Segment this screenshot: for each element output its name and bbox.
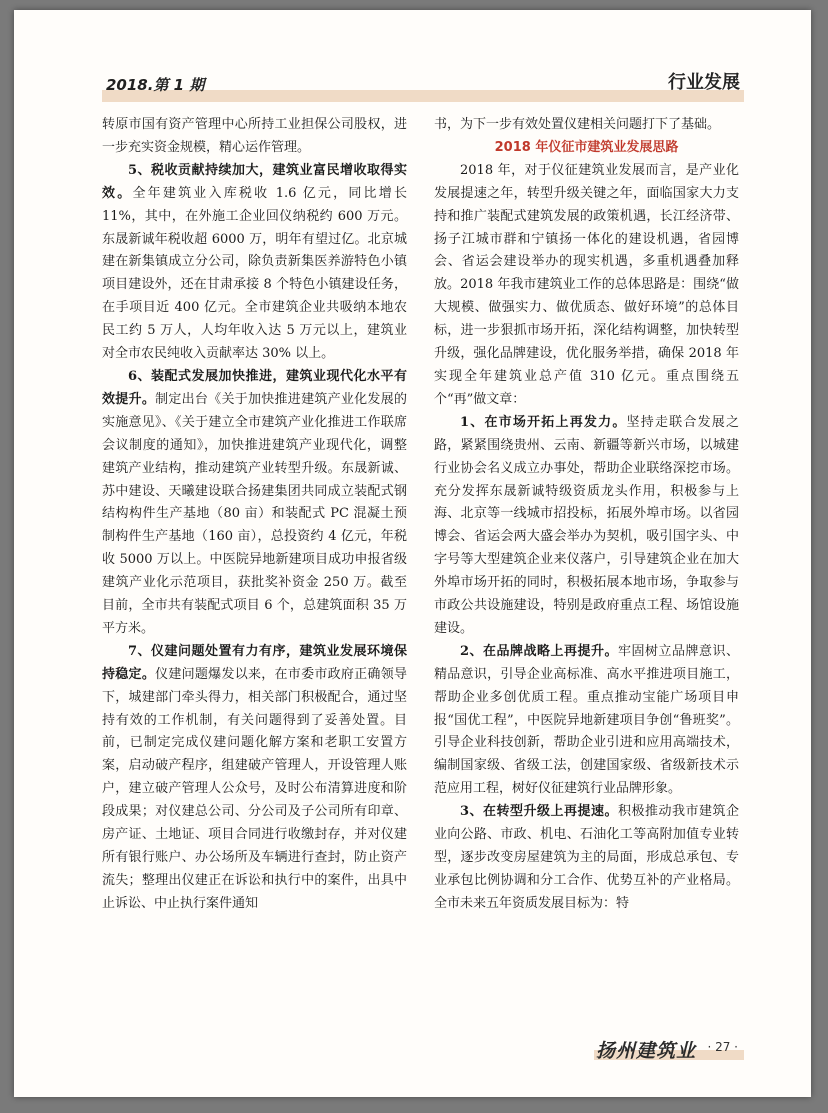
section-subheading: 2018 年仪征市建筑业发展思路	[494, 139, 679, 155]
paragraph: 6、装配式发展加快推进，建筑业现代化水平有效提升。制定出台《关于加快推进建筑产业化发展的实施意见》、《关于建立全市建筑产业化推进工作联席会议制度的通知》，加快推进建筑产业现代化，调整建筑产业结构，推动建筑产业转型升级。东晟新诚、苏中建设、天曦建设联合扬建集团共同成立装配式钢结构构件生产基地（80 亩）和装配式 PC 混凝土预制构件生产基地（160 亩），总投资约 4 亿元，年税收 5000 万以上。中医院异地新建项目成功申报省级建筑产业化示范项目，获批奖补资金 250 万。截至目前，全市共有装配式项目 6 个，总建筑面积 35 万平方米。	[102, 368, 407, 636]
left-column	[102, 114, 407, 916]
magazine-page	[14, 10, 811, 1097]
magazine-logo: 扬州建筑业	[595, 1040, 696, 1062]
paragraph: 1、在市场开拓上再发力。坚持走联合发展之路，紧紧围绕贵州、云南、新疆等新兴市场，以城建行业协会名义成立办事处，帮助企业联络深挖市场。充分发挥东晟新诚特级资质龙头作用，积极参与上海、北京等一线城市招投标，拓展外埠市场。以省园博会、省运会两大盛会举办为契机，吸引国字头、中字号等大型建筑企业来仪落户，引导建筑企业在加大外埠市场开拓的同时，积极拓展本地市场，争取参与市政公共设施建设，特别是政府重点工程、场馆设施建设。	[434, 414, 739, 636]
page-header	[102, 74, 744, 102]
issue-label: 2018.第 1 期	[106, 76, 205, 94]
section-title: 行业发展	[668, 72, 740, 93]
page-number: · 27 ·	[707, 1040, 738, 1054]
paragraph: 5、税收贡献持续加大，建筑业富民增收取得实效。全年建筑业入库税收 1.6 亿元，同比增长 11%，其中，在外施工企业回仪纳税约 600 万元。东晟新诚年税收超 6000 万，明年有望过亿。北京城建在新集镇成立分公司，除负责新集医养游特色小镇项目建设外，还在甘肃承接 8 个特色小镇建设任务，在手项目近 400 亿元。全市建筑企业共吸纳本地农民工约 5 万人，人均年收入达 5 万元以上，建筑业对全市农民纯收入贡献率达 30% 以上。	[102, 162, 407, 362]
page-footer	[102, 1038, 744, 1062]
paragraph: 2、在品牌战略上再提升。牢固树立品牌意识、精品意识，引导企业高标准、高水平推进项目施工，帮助企业多创优质工程。重点推动宝能广场项目申报“国优工程”，中医院异地新建项目争创“鲁班奖”。引导企业科技创新，帮助企业引进和应用高端技术，编制国家级、省级工法，创建国家级、省级新技术示范应用工程，树好仪征建筑行业品牌形象。	[434, 643, 739, 797]
paragraph: 2018 年，对于仪征建筑业发展而言，是产业化发展提速之年，转型升级关键之年，面临国家大力支持和推广装配式建筑发展的政策机遇，长江经济带、扬子江城市群和宁镇扬一体化的建设机遇，省园博会、省运会建设举办的现实机遇，多重机遇叠加释放。2018 年我市建筑业工作的总体思路是：围绕“做大规模、做强实力、做优质态、做好环境”的总体目标，进一步狠抓市场开拓，深化结构调整，加快转型升级，强化品牌建设，优化服务举措，确保 2018 年实现全年建筑业总产值 310 亿元。重点围绕五个“再”做文章：	[434, 162, 739, 407]
paragraph: 7、仪建问题处置有力有序，建筑业发展环境保持稳定。仪建问题爆发以来，在市委市政府正确领导下，城建部门牵头得力，相关部门积极配合，通过坚持有效的工作机制，有关问题得到了妥善处置。目前，已制定完成仪建问题化解方案和老职工安置方案，启动破产程序，组建破产管理人，开设管理人账户，建立破产管理人公众号，及时公布清算进度和阶段成果；对仪建总公司、分公司及子公司所有印章、房产证、土地证、项目合同进行收缴封存，并对仪建所有银行账户、办公场所及车辆进行查封，防止资产流失；整理出仪建正在诉讼和执行中的案件，出具中止诉讼、中止执行案件通知	[102, 643, 407, 911]
right-column	[434, 114, 739, 916]
paragraph: 转原市国有资产管理中心所持工业担保公司股权，进一步充实资金规模，精心运作管理。	[102, 117, 407, 155]
paragraph-continuation: 书，为下一步有效处置仪建相关问题打下了基础。	[434, 117, 721, 132]
paragraph: 3、在转型升级上再提速。积极推动我市建筑企业向公路、市政、机电、石油化工等高附加值专业转型，逐步改变房屋建筑为主的局面，形成总承包、专业承包比例协调和分工合作、优势互补的产业格局。全市未来五年资质发展目标为：特	[434, 804, 739, 911]
